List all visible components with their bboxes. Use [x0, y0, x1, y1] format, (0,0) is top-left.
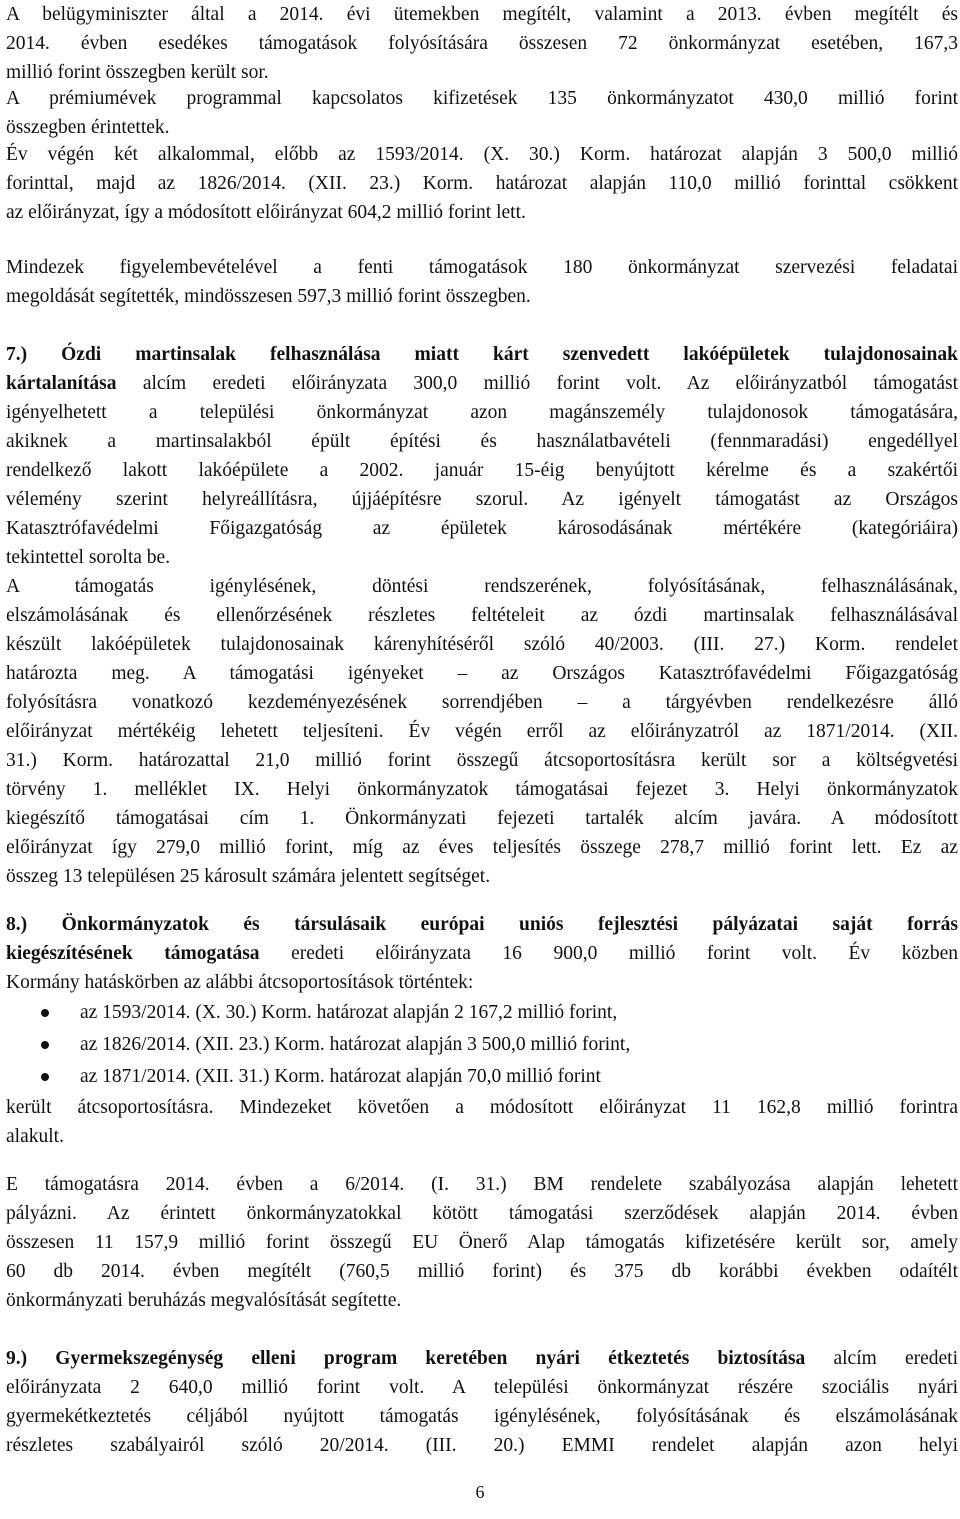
list-item — [6, 997, 958, 1029]
text-line: A belügyminiszter által a 2014. évi ütemekben megítélt, valamint a 2013. évben megítélt és — [6, 4, 958, 25]
text-line: megoldását segítették, mindösszesen 597,3 millió forint összegben. — [6, 286, 531, 307]
text-line: E támogatásra 2014. évben a 6/2014. (I. 31.) BM rendelete szabályozása alapján lehetett — [6, 1174, 958, 1195]
paragraph-year-end-changes — [6, 140, 958, 227]
text-line: akiknek a martinsalakból épült építési és használatbavételi (fennmaradási) engedéllyel — [6, 431, 958, 452]
list-item-text: az 1593/2014. (X. 30.) Korm. határozat alapján 2 167,2 millió forint, — [80, 1002, 618, 1023]
heading-text: kártalanítása — [6, 373, 117, 394]
text-line: alakult. — [6, 1126, 64, 1147]
body-text: alcím eredeti — [805, 1348, 959, 1369]
text-line: Mindezek figyelembevételével a fenti támogatások 180 önkormányzat szervezési feladatai — [6, 257, 958, 278]
list-item-text: az 1826/2014. (XII. 23.) Korm. határozat alapján 3 500,0 millió forint, — [80, 1034, 631, 1055]
section-8-eu-projects — [6, 910, 958, 1151]
heading-text: 9.) Gyermekszegénység elleni program keretében nyári étkeztetés biztosítása — [6, 1348, 806, 1369]
text-line: kiegészítő támogatásai cím 1. Önkormányzati fejezeti tartalék alcím javára. A módosított — [6, 808, 958, 829]
text-line: önkormányzati beruházás megvalósítását segítette. — [6, 1290, 402, 1311]
text-line: előirányzata 2 640,0 millió forint volt. A települési önkormányzat részére szociális nyári — [6, 1377, 958, 1398]
text-line: Kormány hatáskörben az alábbi átcsoportosítások történtek: — [6, 972, 474, 993]
text-line: törvény 1. melléklet IX. Helyi önkormányzatok támogatásai fejezet 3. Helyi önkormányzatok — [6, 779, 958, 800]
text-line: elszámolásának és ellenőrzésének részletes feltételeit az ózdi martinsalak felhasználásával — [6, 605, 958, 626]
list-item — [6, 1061, 958, 1093]
text-line: A prémiumévek programmal kapcsolatos kifizetések 135 önkormányzatot 430,0 millió forint — [6, 88, 958, 109]
text-line: igényelhetett a települési önkormányzat azon magánszemély tulajdonosok támogatására, — [6, 402, 958, 423]
section-7-ozd-slag — [6, 340, 958, 572]
body-text: alcím eredeti előirányzata 300,0 millió forint volt. Az előirányzatból támogatást — [116, 373, 958, 394]
text-line: előirányzat mértékéig lehetett teljesíteni. Év végén erről az előirányzatról az 1871/2014. (XII. — [6, 721, 958, 742]
text-line: összesen 11 157,9 millió forint összegű EU Önerő Alap támogatás kifizetésére került sor, amely — [6, 1232, 958, 1253]
text-line: került átcsoportosításra. Mindezeket követően a módosított előirányzat 11 162,8 millió forintra — [6, 1097, 958, 1118]
text-line: 2014. évben esedékes támogatások folyósítására összesen 72 önkormányzat esetében, 167,3 — [6, 33, 958, 54]
text-line: részletes szabályairól szóló 20/2014. (III. 20.) EMMI rendelet alapján azon helyi — [6, 1435, 958, 1456]
body-text: eredeti előirányzata 16 900,0 millió forint volt. Év közben — [259, 943, 958, 964]
section-9-child-poverty — [6, 1344, 958, 1460]
text-line: A támogatás igénylésének, döntési rendszerének, folyósításának, felhasználásának, — [6, 576, 958, 597]
text-line: tekintettel sorolta be. — [6, 547, 171, 568]
text-line: az előirányzat, így a módosított előirányzat 604,2 millió forint lett. — [6, 202, 526, 223]
text-line: vélemény szerint helyreállításra, újjáépítésre szorul. Az igényelt támogatást az Országos — [6, 489, 958, 510]
text-line: határozta meg. A támogatási igényeket – az Országos Katasztrófavédelmi Főigazgatóság — [6, 663, 958, 684]
heading-text: 8.) Önkormányzatok és társulásaik európai uniós fejlesztési pályázatai saját forrás — [6, 914, 958, 935]
text-line: összegben érintettek. — [6, 117, 170, 138]
text-line: összeg 13 településen 25 károsult számára jelentett segítséget. — [6, 866, 491, 887]
text-line: készült lakóépületek tulajdonosainak kárenyhítéséről szóló 40/2003. (III. 27.) Korm. rendelet — [6, 634, 958, 655]
paragraph-premium-years — [6, 84, 958, 142]
list-item-text: az 1871/2014. (XII. 31.) Korm. határozat alapján 70,0 millió forint — [80, 1066, 601, 1087]
bullet-icon — [41, 1041, 49, 1049]
text-line: gyermekétkeztetés céljából nyújtott támogatás igénylésének, folyósításának és elszámolásának — [6, 1406, 958, 1427]
bullet-icon — [41, 1073, 49, 1081]
text-line: előirányzat így 279,0 millió forint, míg az éves teljesítés összege 278,7 millió forint lett. Ez az — [6, 837, 958, 858]
list-item — [6, 1029, 958, 1061]
bullet-icon — [41, 1009, 49, 1017]
section-heading — [6, 340, 958, 369]
text-line: Év végén két alkalommal, előbb az 1593/2014. (X. 30.) Korm. határozat alapján 3 500,0 millió — [6, 144, 958, 165]
text-line: forinttal, majd az 1826/2014. (XII. 23.) Korm. határozat alapján 110,0 millió forinttal csökkent — [6, 173, 958, 194]
paragraph-ozd-regulation — [6, 572, 958, 891]
paragraph-ministerial-support — [6, 0, 958, 87]
reallocation-list — [6, 997, 958, 1093]
section-heading — [6, 1344, 958, 1373]
text-line: 60 db 2014. évben megítélt (760,5 millió forint) és 375 db korábbi években odaítélt — [6, 1261, 958, 1282]
text-line: rendelkező lakott lakóépülete a 2002. január 15-éig benyújtott kérelme és a szakértői — [6, 460, 958, 481]
heading-text: 7.) Ózdi martinsalak felhasználása miatt kárt szenvedett lakóépületek tulajdonosainak — [6, 344, 958, 365]
text-line: folyósításra vonatkozó kezdeményezésének sorrendjében – a tárgyévben rendelkezésre álló — [6, 692, 958, 713]
heading-text: kiegészítésének támogatása — [6, 943, 260, 964]
text-line: Katasztrófavédelmi Főigazgatóság az épületek károsodásának mértékére (kategóriáira) — [6, 518, 958, 539]
page-number: 6 — [475, 1482, 485, 1502]
paragraph-summary — [6, 253, 958, 311]
text-line — [6, 369, 958, 398]
text-line: pályázni. Az érintett önkormányzatokkal kötött támogatási szerződések alapján 2014. évben — [6, 1203, 958, 1224]
text-line: 31.) Korm. határozattal 21,0 millió forint összegű átcsoportosításra került sor a költségvetési — [6, 750, 958, 771]
section-heading — [6, 910, 958, 939]
paragraph-eu-own-resource — [6, 1170, 958, 1315]
text-line: millió forint összegben került sor. — [6, 62, 269, 83]
text-line — [6, 939, 958, 968]
